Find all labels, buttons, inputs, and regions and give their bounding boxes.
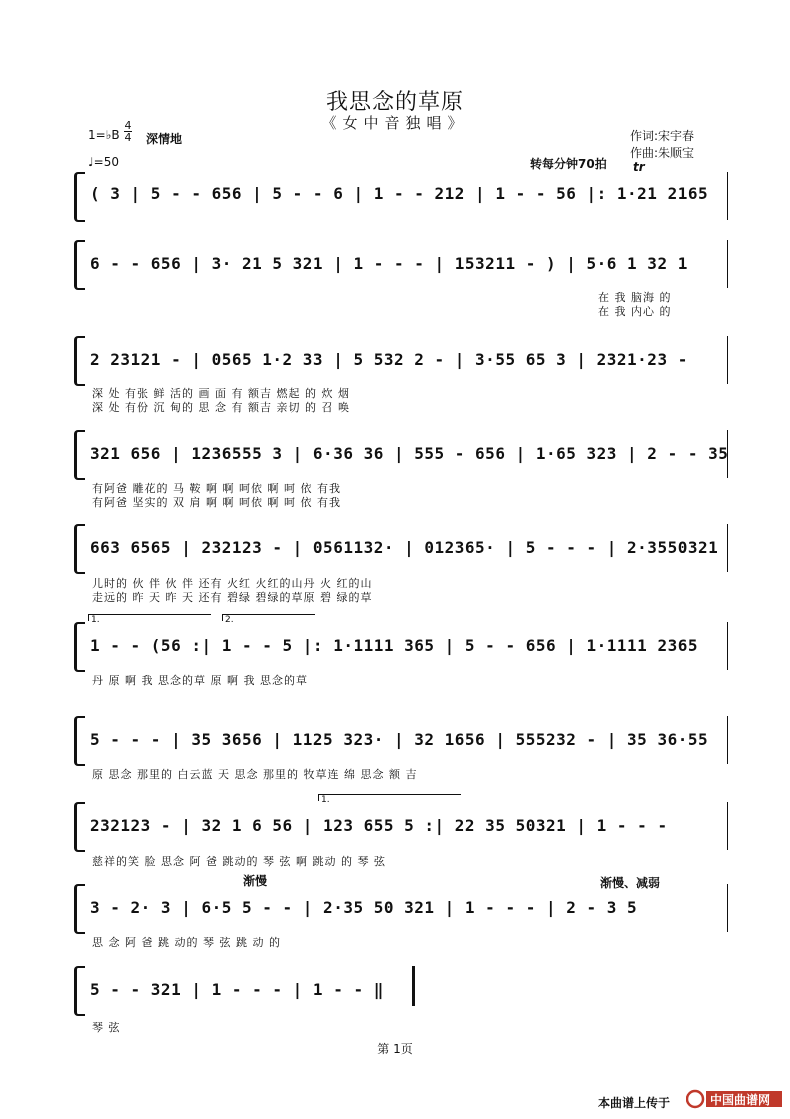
notation-line: 321 656 | 1236555 3 | 6·36 36 | 555 - 656 | 1·65 323 | 2 - - 35 — [90, 444, 729, 463]
trill-mark: tr — [633, 160, 645, 174]
key-signature: 1=♭B — [88, 128, 120, 142]
notation-line: 5 - - - | 35 3656 | 1125 323· | 32 1656 | 555232 - | 35 36·55 — [90, 730, 709, 749]
barline — [727, 524, 728, 572]
notation-line: 2 23121 - | 0565 1·2 33 | 5 532 2 - | 3·55 65 3 | 2321·23 - — [90, 350, 688, 369]
barline — [727, 884, 728, 932]
system-brace — [74, 524, 85, 574]
lyrics-verse-1: 慈祥的笑 脸 思念 阿 爸 跳动的 琴 弦 啊 跳动 的 琴 弦 — [92, 855, 386, 868]
tempo-change: 转每分钟70拍 — [530, 157, 607, 171]
volta-1-second: 1. — [318, 794, 461, 801]
notation-line: ( 3 | 5 - - 656 | 5 - - 6 | 1 - - 212 | 1 - - 56 |: 1·21 2165 — [90, 184, 709, 203]
system-brace — [74, 966, 85, 1016]
tempo-marking: ♩=50 — [88, 155, 119, 169]
barline — [727, 336, 728, 384]
time-signature — [124, 120, 132, 143]
barline — [727, 716, 728, 764]
lyricist: 作词:宋宇春 — [630, 129, 695, 143]
final-barline — [412, 966, 415, 1006]
notation-line: 1 - - (56 :| 1 - - 5 |: 1·1111 365 | 5 - - 656 | 1·1111 2365 — [90, 636, 698, 655]
notation-line: 6 - - 656 | 3· 21 5 321 | 1 - - - | 153211 - ) | 5·6 1 32 1 — [90, 254, 688, 273]
system-brace — [74, 172, 85, 222]
lyrics-verse-1: 在 我 脑海 的 — [598, 291, 672, 304]
time-bottom: 4 — [124, 131, 132, 144]
slow-down-marking: 渐慢 — [243, 874, 268, 888]
lyrics-verse-2: 有阿爸 坚实的 双 肩 啊 啊 呵依 啊 呵 依 有我 — [92, 496, 341, 509]
lyrics-verse-1: 有阿爸 雕花的 马 鞍 啊 啊 呵依 啊 呵 依 有我 — [92, 482, 341, 495]
notation-line: 663 6565 | 232123 - | 0561132· | 012365· | 5 - - - | 2·3550321 — [90, 538, 719, 557]
volta-1: 1. — [88, 614, 211, 621]
barline — [727, 172, 728, 220]
system-brace — [74, 240, 85, 290]
lyrics-verse-2: 在 我 内心 的 — [598, 305, 672, 318]
barline — [727, 622, 728, 670]
notation-line: 3 - 2· 3 | 6·5 5 - - | 2·35 50 321 | 1 - - - | 2 - 3 5 — [90, 898, 638, 917]
system-brace — [74, 716, 85, 766]
lyrics-verse-1: 原 思念 那里的 白云蓝 天 思念 那里的 牧草连 绵 思念 额 吉 — [92, 768, 418, 781]
upload-note: 本曲谱上传于 — [598, 1096, 671, 1110]
system-brace — [74, 430, 85, 480]
lyrics-verse-1: 思 念 阿 爸 跳 动的 琴 弦 跳 动 的 — [92, 936, 281, 949]
system-brace — [74, 336, 85, 386]
page-number: 第 1页 — [377, 1042, 413, 1056]
notation-line: 5 - - 321 | 1 - - - | 1 - - ‖ — [90, 980, 384, 999]
barline — [727, 240, 728, 288]
expression-marking: 深情地 — [146, 132, 183, 146]
lyrics-verse-1: 深 处 有张 鲜 活的 画 面 有 额吉 燃起 的 炊 烟 — [92, 387, 350, 400]
logo-text: 中国曲谱网 — [710, 1093, 771, 1107]
lyrics-verse-1: 儿时的 伙 伴 伙 伴 还有 火红 火红的山丹 火 红的山 — [92, 577, 373, 590]
composer: 作曲:朱顺宝 — [630, 146, 695, 160]
lyrics-verse-1: 琴 弦 — [92, 1021, 121, 1034]
slow-down-soft-marking: 渐慢、减弱 — [600, 876, 661, 890]
lyrics-verse-2: 走远的 昨 天 昨 天 还有 碧绿 碧绿的草原 碧 绿的草 — [92, 591, 373, 604]
barline — [727, 802, 728, 850]
lyrics-verse-2: 深 处 有份 沉 甸的 思 念 有 额吉 亲切 的 召 唤 — [92, 401, 350, 414]
score-subtitle: 《女中音独唱》 — [321, 114, 469, 132]
lyrics-verse-1: 丹 原 啊 我 思念的草 原 啊 我 思念的草 — [92, 674, 308, 687]
volta-2: 2. — [222, 614, 315, 621]
system-brace — [74, 622, 85, 672]
score-title: 我思念的草原 — [325, 90, 464, 115]
system-brace — [74, 802, 85, 852]
time-top: 4 — [124, 119, 132, 132]
system-brace — [74, 884, 85, 934]
notation-line: 232123 - | 32 1 6 56 | 123 655 5 :| 22 35 50321 | 1 - - - — [90, 816, 668, 835]
site-logo — [686, 1088, 782, 1110]
